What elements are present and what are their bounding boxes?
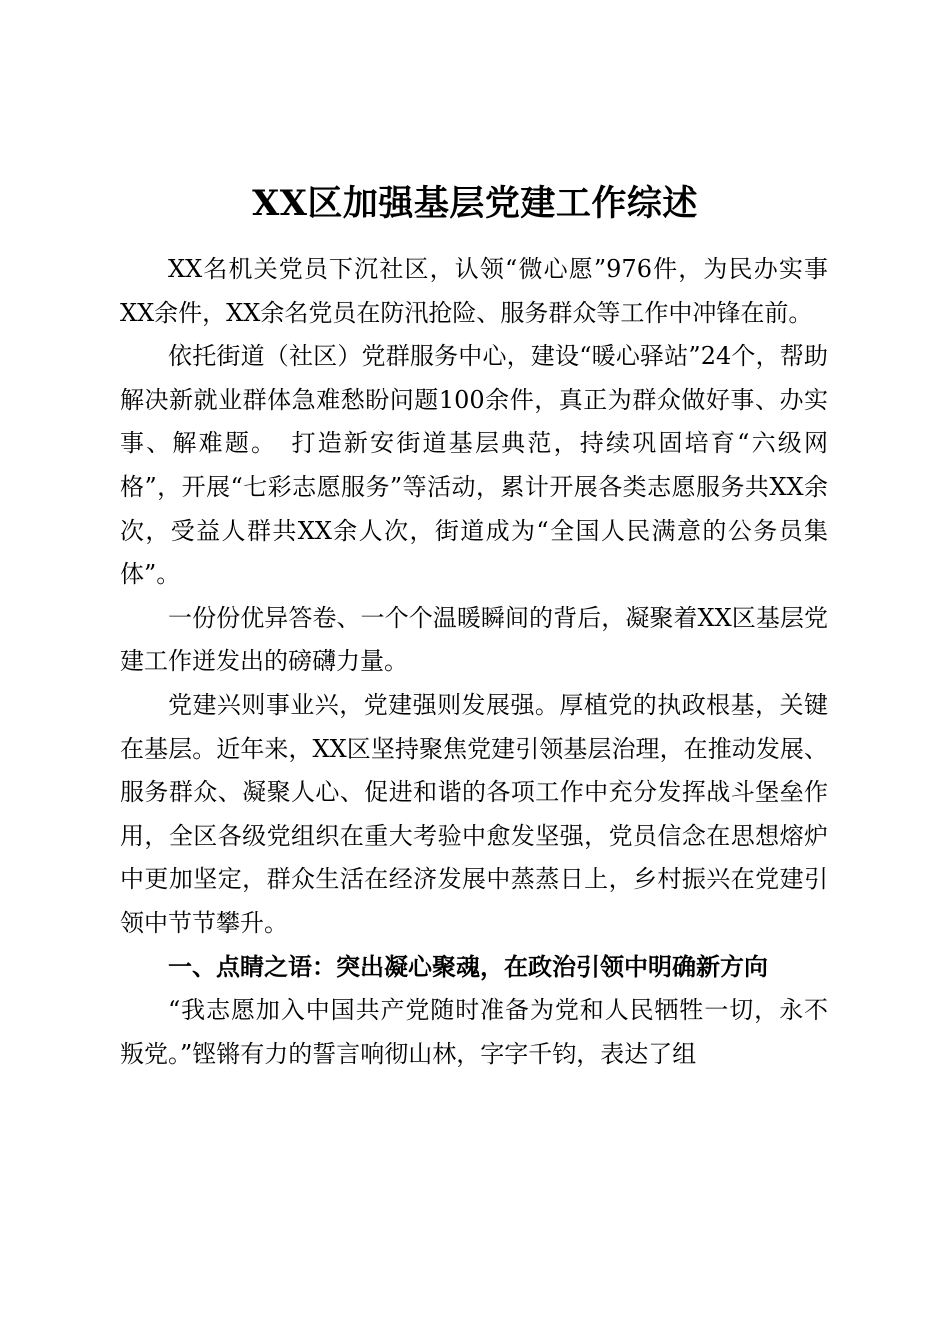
document-body [120,248,828,1076]
section-heading: 一、点睛之语：突出凝心聚魂，在政治引领中明确新方向 [168,952,768,981]
document-title: XX区加强基层党建工作综述 [252,183,698,224]
paragraph-4: 党建兴则事业兴，党建强则发展强。厚植党的执政根基，关键在基层。近年来，XX区坚持聚焦党建引领基层治理，在推动发展、服务群众、凝聚人心、促进和谐的各项工作中充分发挥战斗堡垒作用，全区各级党组织在重大考验中愈发坚强，党员信念在思想熔炉中更加坚定，群众生活在经济发展中蒸蒸日上，乡村振兴在党建引领中节节攀升。 [120,690,828,937]
paragraph-2: 依托街道（社区）党群服务中心，建设“暖心驿站”24个，帮助解决新就业群体急难愁盼问题100余件，真正为群众做好事、办实事、解难题。 打造新安街道基层典范，持续巩固培育“六级网格”，开展“七彩志愿服务”等活动，累计开展各类志愿服务共XX余次，受益人群共XX余人次，街道成为“全国人民满意的公务员集体”。 [120,342,828,589]
paragraph-1: XX名机关党员下沉社区，认领“微心愿”976件，为民办实事XX余件，XX余名党员在防汛抢险、服务群众等工作中冲锋在前。 [120,255,828,327]
section-paragraph: “我志愿加入中国共产党随时准备为党和人民牺牲一切，永不叛党。”铿锵有力的誓言响彻山林，字字千钧，表达了组 [120,996,828,1068]
paragraph-3: 一份份优异答卷、一个个温暖瞬间的背后，凝聚着XX区基层党建工作迸发出的磅礴力量。 [120,603,828,676]
